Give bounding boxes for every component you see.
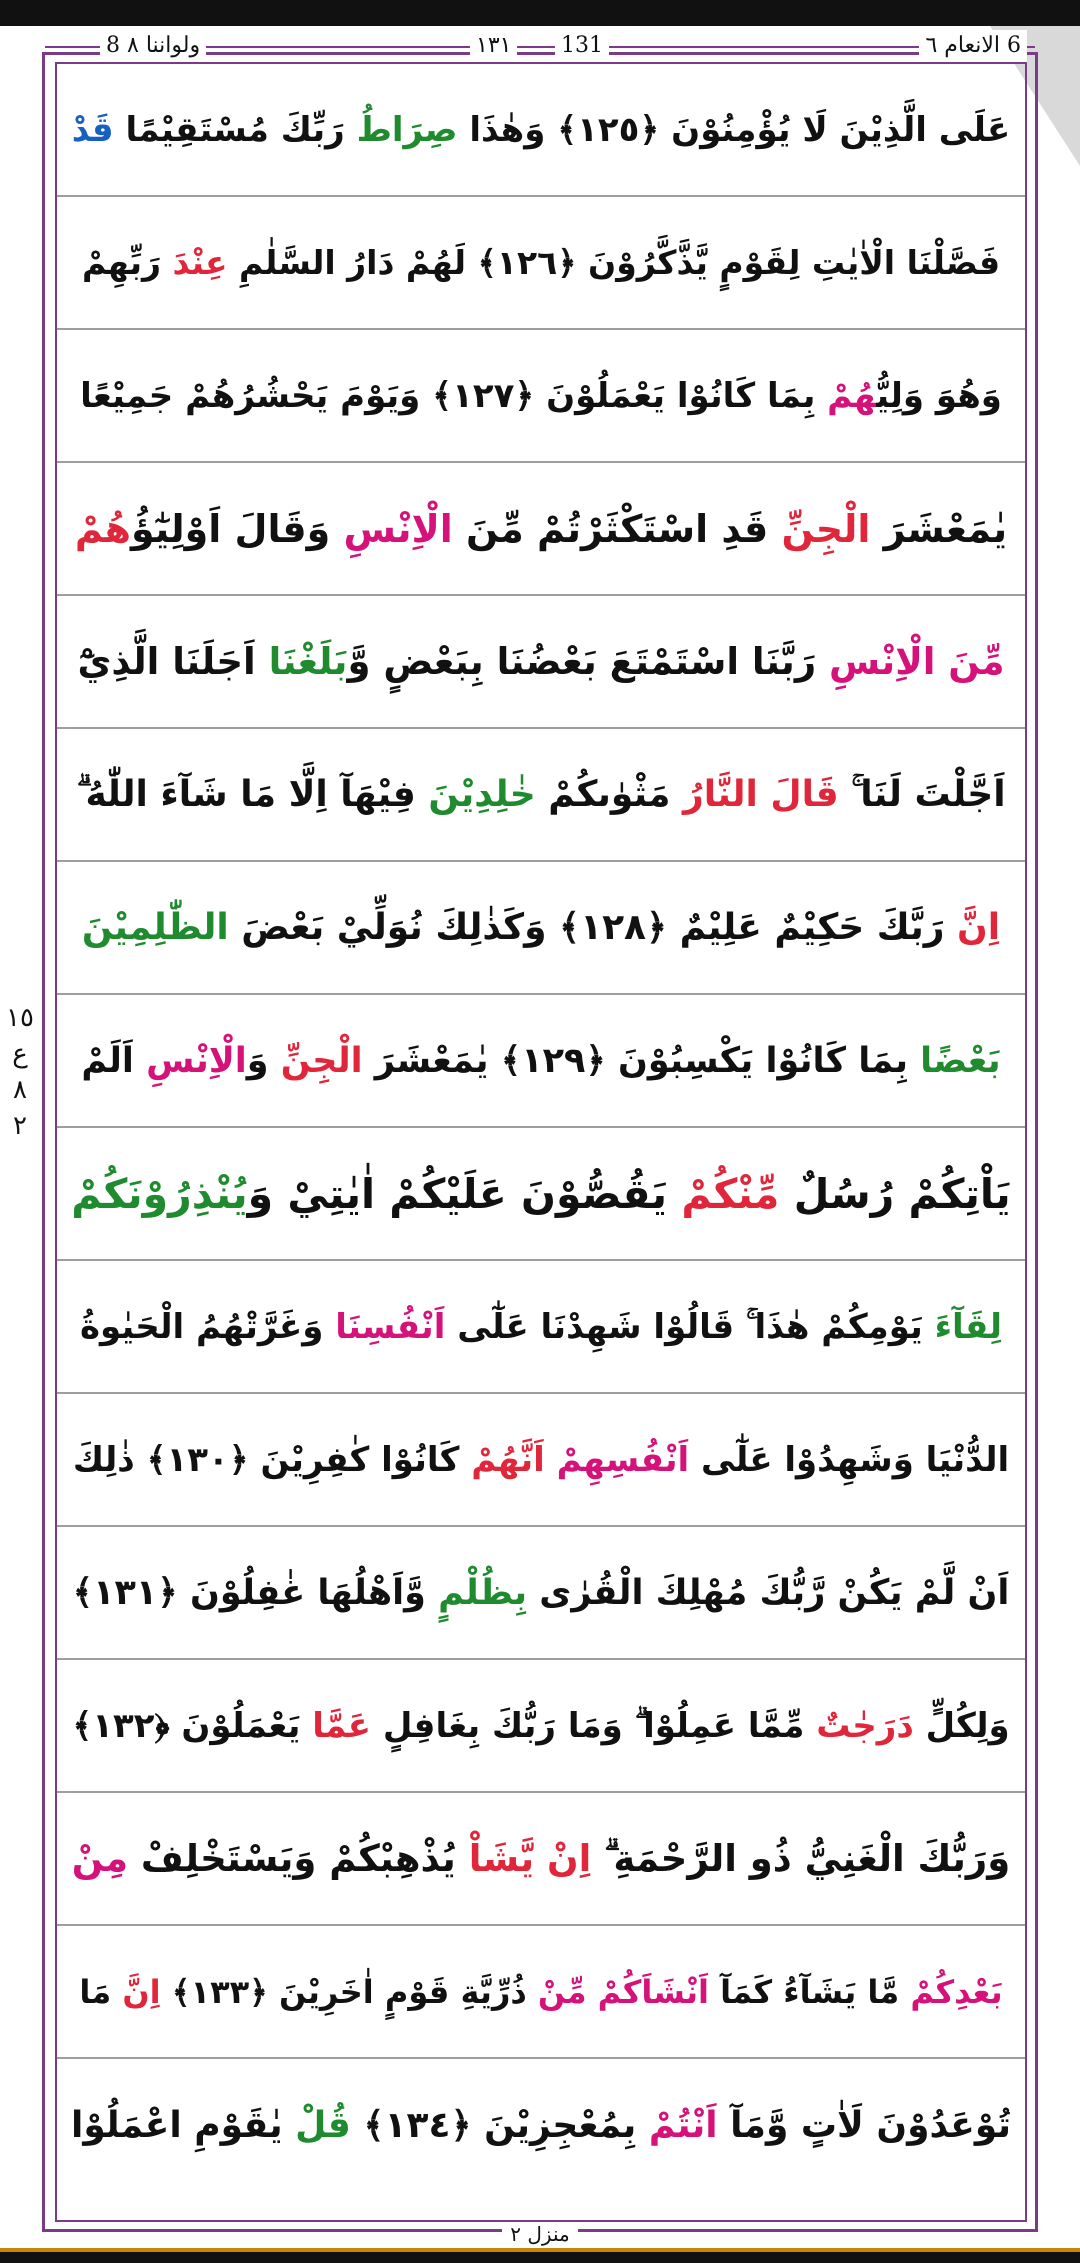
text-line	[57, 1527, 1025, 1660]
text-line	[57, 1926, 1025, 2059]
text-segment: مِّنْكُمْ	[681, 1169, 780, 1218]
text-segment: لِقَآءَ	[934, 1306, 1003, 1347]
line-text	[82, 243, 1000, 282]
text-segment: اِنْ يَّشَاْ	[468, 1836, 592, 1880]
text-segment: رَبِّهِمْ	[81, 243, 173, 282]
text-segment: بِظُلْمٍ	[438, 1572, 528, 1613]
page-footer	[0, 2222, 1080, 2248]
line-text	[82, 907, 1000, 948]
text-segment: وَقَالَ اَوْلِيٰٓؤُ	[131, 506, 344, 551]
line-text	[80, 375, 1002, 416]
text-segment: بِمَا كَانُوْا يَكْسِبُوْنَ ﴿١٢٩﴾ يٰمَعْشَرَ	[362, 1040, 921, 1081]
text-segment: بَلَغْنَا	[268, 640, 348, 683]
text-segment: الْجِنِّ	[280, 1040, 363, 1081]
text-lines	[57, 64, 1025, 2220]
text-segment: اَلَمْ	[81, 1040, 147, 1081]
line-text	[77, 640, 1004, 683]
text-segment: اَنْتُمْ	[648, 2105, 718, 2146]
text-segment: وَ	[246, 1040, 281, 1081]
text-segment: بِمَا كَانُوْا يَعْمَلُوْنَ ﴿١٢٧﴾ وَيَوْمَ يَحْشُرُهُمْ جَمِيْعًا	[80, 376, 828, 416]
text-segment: اِنَّ	[122, 1972, 161, 2011]
line-text	[75, 507, 1007, 551]
text-segment: دَرَجٰتٌ	[816, 1706, 914, 1746]
text-line	[57, 995, 1025, 1128]
page-header	[45, 30, 1035, 62]
surah-label: 6 الانعام ٦	[919, 30, 1027, 62]
text-segment: كَانُوْا كٰفِرِيْنَ ﴿١٣٠﴾ ذٰلِكَ	[72, 1440, 472, 1480]
text-segment: اَنْفُسِنَا	[335, 1306, 446, 1347]
text-segment: الْاِنْسِ	[343, 506, 453, 551]
text-segment: قَالَ النَّارُ	[683, 773, 839, 815]
status-bar	[0, 0, 1080, 26]
text-segment: رَبَّنَا اسْتَمْتَعَ بَعْضُنَا بِبَعْضٍ وَّ	[347, 640, 829, 683]
text-line	[57, 1394, 1025, 1527]
manzil-label: منزل ٢	[502, 2222, 577, 2246]
text-segment: يَقُصُّوْنَ عَلَيْكُمْ اٰيٰتِيْ وَ	[247, 1169, 682, 1218]
page-number-urdu: ١٣١	[470, 30, 517, 62]
text-segment: وَغَرَّتْهُمُ الْحَيٰوةُ	[79, 1306, 336, 1347]
text-line	[57, 463, 1025, 596]
text-segment: بَعْضًا	[920, 1040, 1001, 1081]
text-segment: مِّمَّا عَمِلُوْا ۗ وَمَا رَبُّكَ بِغَافِلٍ	[371, 1706, 817, 1746]
text-segment: الْجِنِّ	[781, 506, 871, 551]
text-segment: الْاِنْسِ	[146, 1040, 247, 1081]
text-line	[57, 1128, 1025, 1261]
line-text	[72, 1837, 1010, 1881]
text-segment: اَنْ لَّمْ يَكُنْ رَّبُّكَ مُهْلِكَ الْقُرٰى	[527, 1572, 1010, 1613]
text-line	[57, 64, 1025, 197]
text-segment: فِيْهَآ اِلَّا مَا شَآءَ اللّٰهُ ۗ	[76, 773, 429, 815]
line-text	[81, 1041, 1000, 1081]
text-segment: مَا	[79, 1972, 123, 2011]
page-number: 131	[555, 30, 609, 62]
text-segment: يَاْتِكُمْ رُسُلٌ	[779, 1169, 1011, 1218]
text-segment: عَلَى الَّذِيْنَ لَا يُؤْمِنُوْنَ ﴿١٢٥﴾ وَهٰذَا	[457, 110, 1011, 150]
text-segment: وَرَبُّكَ الْغَنِيُّ ذُو الرَّحْمَةِ ۗ	[591, 1836, 1011, 1880]
line-text	[73, 1439, 1009, 1480]
text-segment: اَجَلَنَا الَّذِيْٓ	[77, 640, 269, 683]
ruku-marker: ١٥ ع ٨ ٢	[6, 1003, 34, 1141]
text-segment: بِمُعْجِزِيْنَ ﴿١٣٤﴾	[350, 2105, 649, 2146]
text-line	[57, 729, 1025, 862]
text-segment: يُنْذِرُوْنَكُمْ	[71, 1169, 248, 1218]
text-segment: مَّا يَشَآءُ كَمَآ	[708, 1972, 911, 2011]
line-text	[76, 774, 1005, 816]
line-text	[71, 1170, 1010, 1218]
text-segment: مِّنَ الْاِنْسِ	[829, 640, 1005, 683]
juz-label: 8 ولواننا ٨	[100, 30, 206, 62]
text-segment: ذُرِّيَّةِ قَوْمٍ اٰخَرِيْنَ ﴿١٣٣﴾	[160, 1972, 538, 2011]
text-segment: مَثْوٰىكُمْ	[535, 773, 684, 815]
text-segment: يٰمَعْشَرَ	[870, 506, 1008, 551]
text-line	[57, 1793, 1025, 1926]
line-text	[79, 1973, 1002, 2011]
line-text	[72, 1705, 1009, 1746]
line-text	[80, 1307, 1002, 1347]
text-segment: قَدِ اسْتَكْثَرْتُمْ مِّنَ	[452, 506, 782, 551]
text-line	[57, 330, 1025, 463]
line-text	[71, 2105, 1011, 2146]
text-segment: اَنَّهُمْ	[471, 1440, 557, 1480]
text-segment: رَبِّكَ مُسْتَقِيْمًا	[113, 110, 357, 150]
text-segment: يَعْمَلُوْنَ ﴿١٣٢﴾	[72, 1706, 313, 1746]
text-segment: اَجَّلْتَ لَنَا ۚ	[838, 773, 1006, 815]
text-segment: اِنَّ	[957, 907, 1001, 948]
text-segment: فَصَّلْنَا الْاٰيٰتِ لِقَوْمٍ يَّذَّكَّرُوْنَ ﴿١٢٦﴾ لَهُمْ دَارُ السَّلٰمِ	[227, 243, 1001, 282]
text-segment: الدُّنْيَا وَشَهِدُوْا عَلٰٓى	[689, 1440, 1010, 1480]
text-line	[57, 862, 1025, 995]
text-segment: هُمْ	[827, 376, 877, 416]
line-text	[73, 1573, 1010, 1613]
text-line	[57, 1660, 1025, 1793]
text-segment: تُوْعَدُوْنَ لَاٰتٍ وَّمَآ	[717, 2105, 1011, 2146]
text-segment: اَنْفُسِهِمْ	[556, 1440, 690, 1480]
text-segment: عِنْدَ	[172, 243, 228, 282]
text-segment: يَوْمِكُمْ هٰذَا ۚ قَالُوْا شَهِدْنَا عَلٰٓى	[445, 1306, 935, 1347]
text-segment: رَبَّكَ حَكِيْمٌ عَلِيْمٌ ﴿١٢٨﴾ وَكَذٰلِكَ نُوَلِّيْ بَعْضَ	[228, 907, 958, 948]
line-text	[72, 109, 1011, 150]
text-segment: يٰقَوْمِ اعْمَلُوْا	[71, 2105, 296, 2146]
text-segment: عَمَّا	[312, 1706, 371, 1746]
bottom-bar	[0, 2248, 1080, 2263]
text-segment: يُذْهِبْكُمْ وَيَسْتَخْلِفْ	[128, 1836, 469, 1880]
text-segment: صِرَاطُ	[356, 110, 458, 150]
text-segment: قُلْ	[295, 2105, 351, 2146]
text-segment: خٰلِدِيْنَ	[428, 773, 536, 815]
text-line	[57, 197, 1025, 330]
text-segment: وَلِكُلٍّ	[913, 1706, 1010, 1746]
text-segment: قَدْ	[71, 110, 114, 150]
text-line	[57, 596, 1025, 729]
bottom-stripe	[0, 2248, 1080, 2252]
text-segment: مِنْ	[71, 1836, 129, 1880]
text-segment: وَّاَهْلُهَا غٰفِلُوْنَ ﴿١٣١﴾	[72, 1572, 439, 1613]
text-line	[57, 1261, 1025, 1394]
text-segment: اَنْشَاَكُمْ مِّنْ	[537, 1972, 709, 2011]
text-segment: بَعْدِكُمْ	[910, 1972, 1003, 2011]
text-segment: الظّٰلِمِيْنَ	[81, 907, 229, 948]
text-segment: وَهُوَ وَلِيُّ	[876, 376, 1002, 416]
text-line	[57, 2059, 1025, 2192]
text-segment: هُمْ	[74, 506, 132, 551]
